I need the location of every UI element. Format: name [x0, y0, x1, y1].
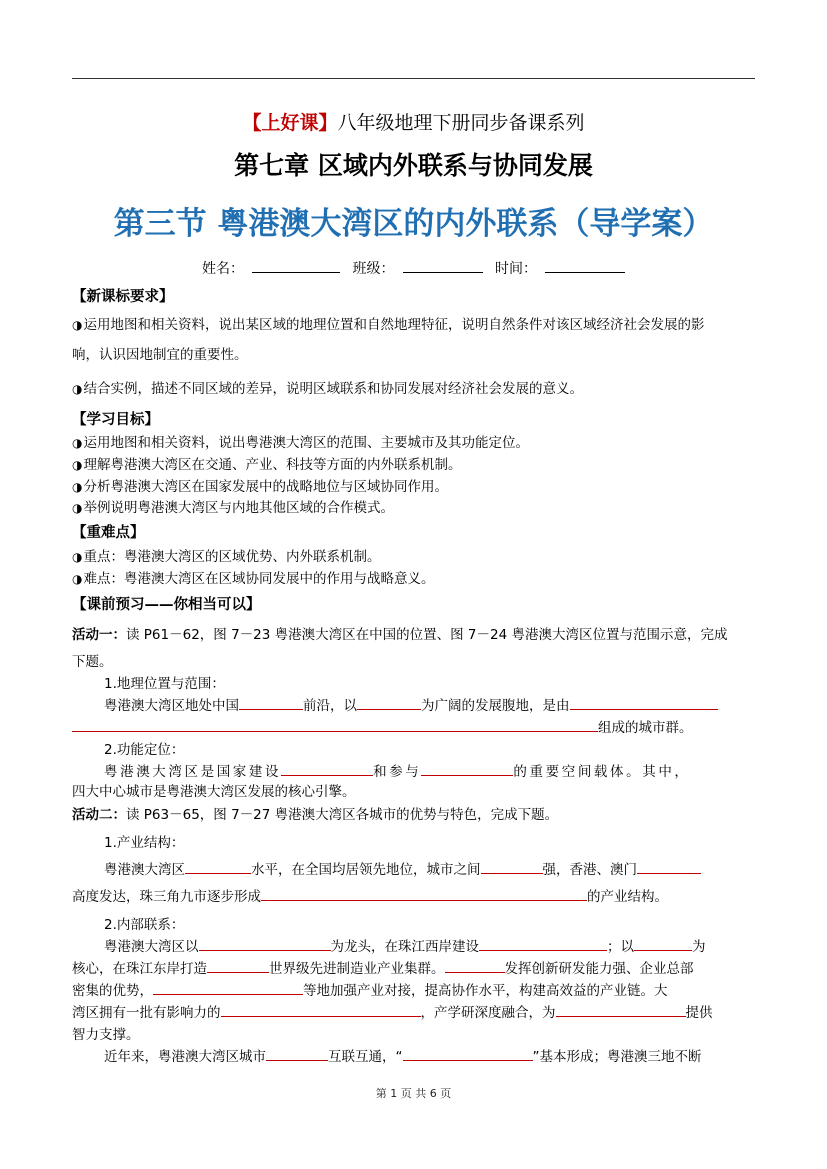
answer-blank[interactable]	[634, 936, 692, 951]
student-info	[0, 258, 827, 278]
p3-text-b: 互联互通，“	[328, 1049, 403, 1065]
answer-blank[interactable]	[637, 859, 701, 874]
activity2-line	[72, 804, 558, 826]
p2-text-a: 粤港澳大湾区以	[104, 939, 199, 955]
goals-heading: 【学习目标】	[72, 412, 159, 428]
p2-text-i: 等地加强产业对接，提高协作水平，构建高效益的产业链。大	[303, 983, 668, 999]
q2-title: 2.功能定位：	[104, 742, 185, 758]
answer-blank[interactable]	[281, 761, 373, 776]
p1-title: 1.产业结构：	[104, 835, 185, 851]
p3-line1	[104, 1046, 702, 1068]
q1-text-a: 粤港澳大湾区地处中国	[104, 698, 239, 714]
answer-blank[interactable]	[239, 695, 303, 710]
activity1-text-cont: 下题。	[72, 654, 113, 670]
q2-text-b: 和参与	[373, 764, 422, 780]
series-brand: 【上好课】	[242, 112, 338, 134]
time-blank[interactable]	[545, 258, 625, 273]
q2-text-a: 粤港澳大湾区是国家建设	[104, 764, 282, 780]
header-rule	[72, 78, 755, 79]
p2-text-k: ，产学研深度融合，为	[420, 1005, 556, 1021]
answer-blank[interactable]	[153, 980, 303, 995]
p1-line1	[104, 859, 701, 881]
answer-blank[interactable]	[421, 761, 513, 776]
class-blank[interactable]	[403, 258, 483, 273]
p2-line1	[104, 936, 706, 958]
goal-item: ◑ 举例说明粤港澳大湾区与内地其他区域的合作模式。	[72, 497, 394, 519]
p2-line2	[72, 958, 694, 980]
p1-text-a: 粤港澳大湾区	[104, 862, 185, 878]
answer-blank[interactable]	[403, 1046, 533, 1061]
q1-title: 1.地理位置与范围：	[104, 676, 225, 692]
name-blank[interactable]	[252, 258, 340, 273]
p2-line5: 智力支撑。	[72, 1027, 140, 1043]
goal-item: ◑ 理解粤港澳大湾区在交通、产业、科技等方面的内外联系机制。	[72, 454, 461, 476]
answer-blank[interactable]	[445, 958, 505, 973]
answer-blank[interactable]	[570, 695, 718, 710]
answer-blank[interactable]	[207, 958, 269, 973]
p2-text-g: 发挥创新研发能力强、企业总部	[504, 961, 694, 977]
p2-text-h: 密集的优势，	[72, 983, 153, 999]
q1-line1	[104, 695, 718, 717]
answer-blank[interactable]	[481, 859, 543, 874]
p2-text-c: ；以	[607, 939, 634, 955]
answer-blank[interactable]	[261, 886, 587, 901]
answer-blank[interactable]	[185, 859, 251, 874]
section-title: 第三节 粤港澳大湾区的内外联系（导学案）	[113, 206, 714, 242]
goal-item: ◑ 分析粤港澳大湾区在国家发展中的战略地位与区域协同作用。	[72, 476, 448, 498]
p1-text-e: 的产业结构。	[587, 889, 668, 905]
p2-text-f: 世界级先进制造业产业集群。	[269, 961, 445, 977]
goal-item: ◑ 运用地图和相关资料，说出粤港澳大湾区的范围、主要城市及其功能定位。	[72, 432, 529, 454]
q1-line2	[72, 717, 693, 739]
activity2-label: 活动二：	[72, 807, 126, 823]
p1-text-d: 高度发达，珠三角九市逐步形成	[72, 889, 261, 905]
key-point: ◑ 重点：粤港澳大湾区的区域优势、内外联系机制。	[72, 546, 380, 568]
chapter-title: 第七章 区域内外联系与协同发展	[234, 151, 593, 180]
activity1-text: 读 P61－62，图 7－23 粤港澳大湾区在中国的位置、图 7－24 粤港澳大湾区位置与范围示意，完成	[126, 627, 728, 643]
answer-blank[interactable]	[199, 936, 331, 951]
q2-line2: 四大中心城市是粤港澳大湾区发展的核心引擎。	[72, 784, 356, 800]
series-title	[0, 108, 827, 135]
series-name: 八年级地理下册同步备课系列	[337, 112, 585, 134]
p3-text-c: ”基本形成；粤港澳三地不断	[532, 1049, 702, 1065]
q1-text-d: 组成的城市群。	[598, 720, 693, 736]
curriculum-item: ◑ 运用地图和相关资料，说出某区域的地理位置和自然地理特征，说明自然条件对该区域经济社会发展的影	[72, 314, 704, 336]
class-label: 班级：	[352, 261, 395, 277]
p2-line3	[72, 980, 668, 1002]
answer-blank[interactable]	[266, 1046, 328, 1061]
curriculum-item: ◑ 结合实例，描述不同区域的差异，说明区域联系和协同发展对经济社会发展的意义。	[72, 378, 583, 400]
answer-blank[interactable]	[221, 1002, 421, 1017]
p2-text-l: 提供	[685, 1005, 713, 1021]
preview-heading: 【课前预习——你相当可以】	[72, 597, 261, 613]
time-label: 时间：	[494, 261, 537, 277]
q2-line1	[104, 761, 691, 783]
curriculum-heading: 【新课标要求】	[72, 289, 174, 305]
p2-text-j: 湾区拥有一批有影响力的	[72, 1005, 221, 1021]
q1-text-b: 前沿，以	[303, 698, 357, 714]
q2-text-c: 的重要空间载体。其中，	[513, 764, 691, 780]
p2-text-b: 为龙头，在珠江西岸建设	[330, 939, 479, 955]
p2-line4	[72, 1002, 713, 1024]
activity2-text: 读 P63－65，图 7－27 粤港澳大湾区各城市的优势与特色，完成下题。	[126, 807, 559, 823]
page-footer: 第 1 页 共 6 页	[375, 1087, 452, 1100]
p1-text-b: 水平，在全国均居领先地位，城市之间	[251, 862, 481, 878]
difficulty-heading: 【重难点】	[72, 525, 145, 541]
curriculum-item-cont: 响，认识因地制宜的重要性。	[72, 347, 248, 363]
answer-blank[interactable]	[357, 695, 421, 710]
answer-blank[interactable]	[479, 936, 607, 951]
p3-text-a: 近年来，粤港澳大湾区城市	[104, 1049, 266, 1065]
answer-blank[interactable]	[72, 717, 598, 732]
activity1-line	[72, 624, 728, 646]
p2-text-e: 核心，在珠江东岸打造	[72, 961, 207, 977]
p1-text-c: 强，香港、澳门	[542, 862, 637, 878]
activity1-label: 活动一：	[72, 627, 126, 643]
name-label: 姓名：	[202, 261, 245, 277]
difficult-point: ◑ 难点：粤港澳大湾区在区域协同发展中的作用与战略意义。	[72, 568, 434, 590]
p2-text-d: 为	[692, 939, 706, 955]
p1-line2	[72, 886, 668, 908]
p2-title: 2.内部联系：	[104, 917, 185, 933]
answer-blank[interactable]	[556, 1002, 686, 1017]
q1-text-c: 为广阔的发展腹地，是由	[421, 698, 570, 714]
